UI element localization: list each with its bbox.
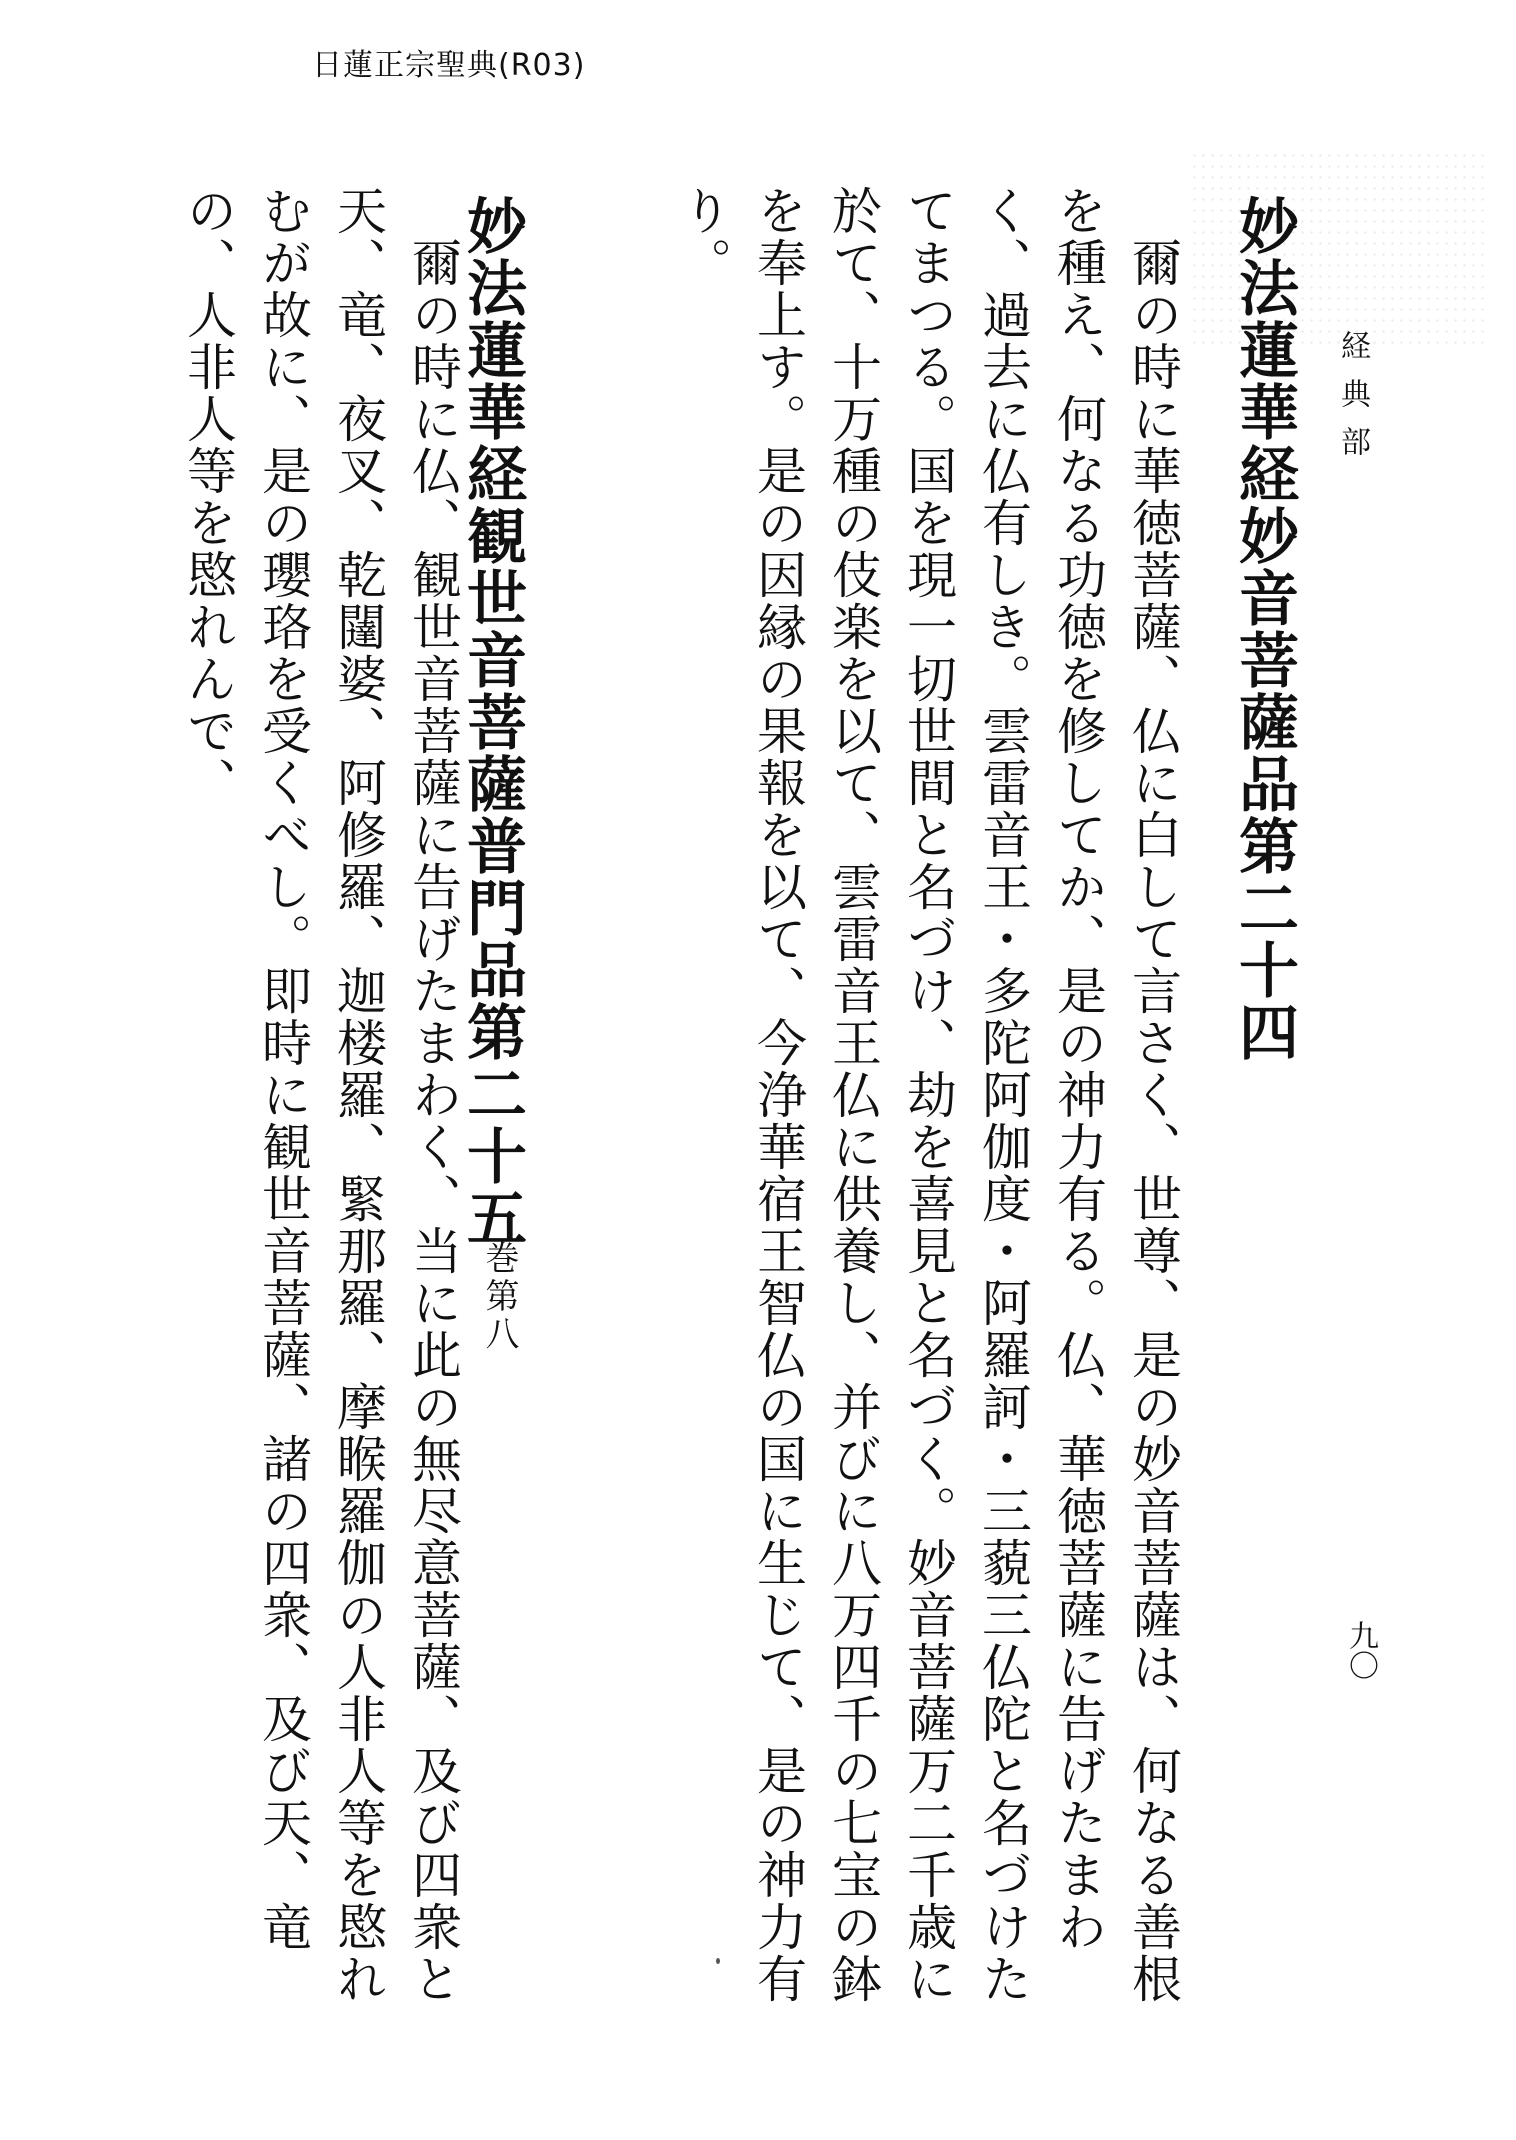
volume-label: 巻第八 <box>479 1240 519 1354</box>
chapter-25-paragraph <box>179 185 462 2005</box>
chapter-25-title: 妙法蓮華経観世音菩薩普門品第二十五 <box>457 195 527 1249</box>
chapter-25-body <box>160 185 470 2015</box>
section-label: 経典部 <box>1335 330 1370 474</box>
chapter-24-paragraph <box>674 185 1182 2005</box>
chapter-24-title: 妙法蓮華経妙音菩薩品第二十四 <box>1229 195 1299 1063</box>
chapter-24-body <box>674 185 1190 2015</box>
page-number: 九〇 <box>1343 1620 1378 1680</box>
chapter-24-text: 爾の時に華徳菩薩、仏に白して言さく、世尊、是の妙音菩薩は、何なる善根を種え、何なる功徳を修してか、是の神力有る。仏、華徳菩薩に告げたまわく、過去に仏有しき。雲雷音王・多陀阿伽度・阿羅訶・三藐三仏陀と名づけたてまつる。国を現一切世間と名づけ、劫を喜見と名づく。妙音菩薩万二千歳に於て、十万種の伎楽を以て、雲雷音王仏に供養し、并びに八万四千の七宝の鉢を奉上す。是の因縁の果報を以て、今浄華宿王智仏の国に生じて、是の神力有り。 <box>674 185 1182 2005</box>
chapter-25-text: 爾の時に仏、観世音菩薩に告げたまわく、当に此の無尽意菩薩、及び四衆と天、竜、夜叉、乾闥婆、阿修羅、迦楼羅、緊那羅、摩睺羅伽の人非人等を愍れむが故に、是の瓔珞を受くべし。即時に観世音菩薩、諸の四衆、及び天、竜の、人非人等を愍れんで、 <box>179 185 462 2005</box>
scan-speck <box>716 1958 720 1964</box>
document-header: 日蓮正宗聖典(R03) <box>312 48 586 83</box>
